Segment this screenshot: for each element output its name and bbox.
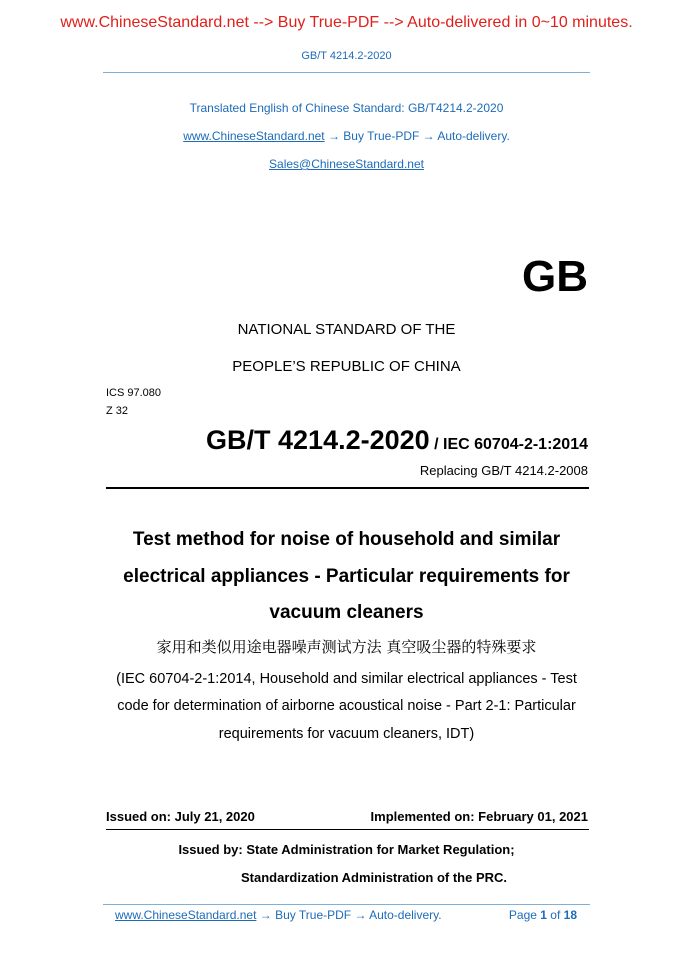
national-line-2: PEOPLE’S REPUBLIC OF CHINA (232, 358, 461, 375)
implemented-on: Implemented on: February 01, 2021 (370, 809, 588, 824)
page-label: Page (508, 908, 541, 922)
page-total: 18 (563, 908, 577, 922)
code-separator: / (429, 436, 444, 453)
chinese-title: 家用和类似用途电器噪声测试方法 真空吸尘器的特殊要求 (156, 638, 537, 656)
iec-ref-line-3: requirements for vacuum cleaners, IDT) (218, 726, 475, 742)
iec-ref-line-2: code for determination of airborne acoustical noise - Part 2-1: Particular (117, 698, 576, 714)
iec-code: IEC 60704-2-1:2014 (443, 436, 588, 453)
footer-text: → Buy True-PDF → Auto-delivery. (256, 908, 442, 922)
translation-note: Translated English of Chinese Standard: GB/T4214.2-2020 (189, 101, 504, 115)
footer-delivery (115, 908, 442, 922)
title-line-1: Test method for noise of household and similar (132, 529, 561, 550)
ics-code: ICS 97.080 (106, 387, 162, 399)
issued-on: Issued on: July 21, 2020 (106, 809, 255, 824)
ccs-code: Z 32 (106, 405, 129, 417)
title-line-2: electrical appliances - Particular requirements for (123, 566, 570, 587)
gb-mark: GB (522, 252, 588, 301)
standard-code-line (206, 425, 588, 456)
page-indicator (509, 908, 577, 922)
header-rule (103, 72, 590, 73)
issued-by-line-2: Standardization Administration of the PRC. (241, 870, 508, 885)
page-number: 1 (540, 908, 547, 922)
footer-link[interactable]: www.ChineseStandard.net (115, 908, 257, 922)
footer-rule (103, 904, 590, 905)
code-rule (106, 487, 589, 489)
title-line-3: vacuum cleaners (269, 602, 424, 623)
replacing-note: Replacing GB/T 4214.2-2008 (419, 463, 588, 478)
of-label: of (546, 908, 564, 922)
sales-email-link[interactable]: Sales@ChineseStandard.net (269, 157, 424, 171)
issued-rule (106, 829, 589, 830)
national-line-1: NATIONAL STANDARD OF THE (237, 321, 456, 338)
delivery-link[interactable]: www.ChineseStandard.net (183, 129, 325, 143)
iec-ref-line-1: (IEC 60704-2-1:2014, Household and similar electrical appliances - Test (116, 671, 577, 687)
delivery-text: → Buy True-PDF → Auto-delivery. (324, 129, 510, 143)
delivery-line (0, 129, 693, 143)
top-banner[interactable]: www.ChineseStandard.net --> Buy True-PDF --> Auto-delivered in 0~10 minutes. (60, 14, 633, 31)
issued-by-line-1: Issued by: State Administration for Market Regulation; (178, 842, 515, 857)
header-code: GB/T 4214.2-2020 (301, 50, 392, 62)
standard-code: GB/T 4214.2-2020 (206, 425, 430, 455)
sales-line (0, 157, 693, 171)
